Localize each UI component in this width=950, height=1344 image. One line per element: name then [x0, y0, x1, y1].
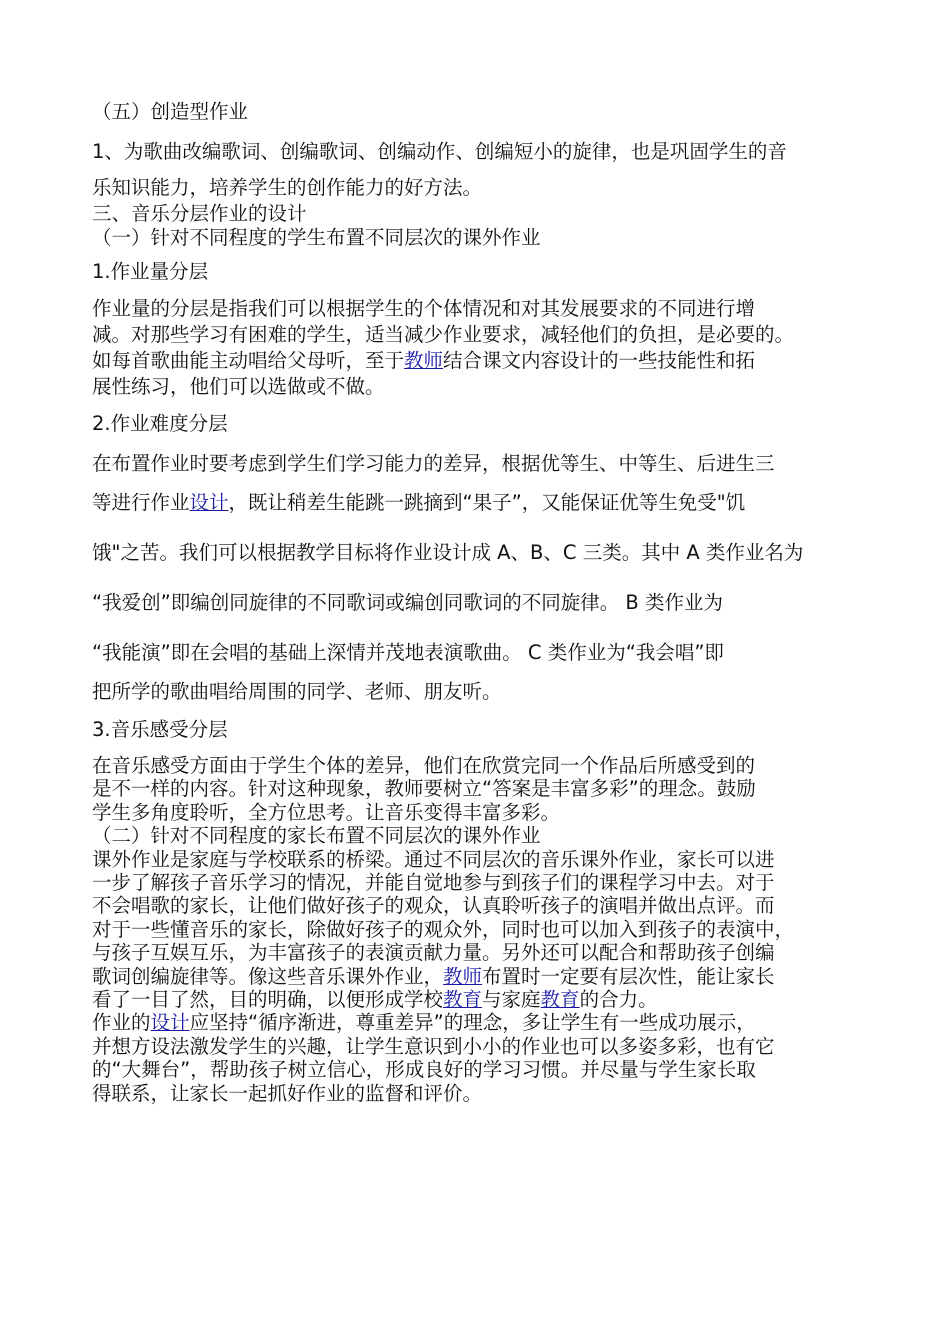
paragraph-quantity-line-2: 减。对那些学习有困难的学生，适当减少作业要求，减轻他们的负担，是必要的。 [92, 323, 795, 346]
education-link[interactable]: 教育 [443, 988, 483, 1012]
paragraph-difficulty-line-2: 等进行作业设计，既让稍差生能跳一跳摘到“果子”，又能保证优等生免受"饥 [92, 491, 746, 514]
heading-parents-layered: （二）针对不同程度的家长布置不同层次的课外作业 [92, 824, 541, 848]
paragraph-parents-line-3: 不会唱歌的家长，让他们做好孩子的观众，认真聆听孩子的演唱并做出点评。而 [92, 894, 775, 918]
paragraph-difficulty-line-6: 把所学的歌曲唱给周围的同学、老师、朋友听。 [92, 680, 502, 703]
heading-five-creative-homework: （五）创造型作业 [92, 100, 249, 123]
paragraph-design-line-2: 并想方设法激发学生的兴趣，让学生意识到小小的作业也可以多姿多彩，也有它 [92, 1034, 775, 1058]
education-link[interactable]: 教育 [540, 988, 580, 1012]
paragraph-parents-line-2: 一步了解孩子音乐学习的情况，并能自觉地参与到孩子们的课程学习中去。对于 [92, 871, 775, 895]
paragraph-feeling-line-2: 是不一样的内容。针对这种现象，教师要树立“答案是丰富多彩”的理念。鼓励 [92, 777, 756, 801]
paragraph-parents-line-5: 与孩子互娱互乐，为丰富孩子的表演贡献力量。另外还可以配合和帮助孩子创编 [92, 941, 775, 965]
paragraph-parents-line-1: 课外作业是家庭与学校联系的桥梁。通过不同层次的音乐课外作业，家长可以进 [92, 847, 775, 871]
paragraph-design-line-4: 得联系，让家长一起抓好作业的监督和评价。 [92, 1081, 483, 1105]
subheading-quantity-layer: 1.作业量分层 [92, 260, 209, 283]
design-link[interactable]: 设计 [189, 491, 229, 514]
subheading-music-feeling-layer: 3.音乐感受分层 [92, 718, 228, 741]
subheading-difficulty-layer: 2.作业难度分层 [92, 412, 228, 435]
paragraph-feeling-line-1: 在音乐感受方面由于学生个体的差异，他们在欣赏完同一个作品后所感受到的 [92, 754, 756, 777]
paragraph-difficulty-line-4: “我爱创”即编创同旋律的不同歌词或编创同歌词的不同旋律。 B 类作业为 [92, 591, 723, 614]
paragraph-difficulty-line-5: “我能演”即在会唱的基础上深情并茂地表演歌曲。 C 类作业为“我会唱”即 [92, 641, 724, 664]
document-page [92, 98, 872, 1105]
paragraph-quantity-line-4: 展性练习，他们可以选做或不做。 [92, 375, 385, 398]
heading-section-three: 三、音乐分层作业的设计 [92, 202, 307, 225]
paragraph-parents-line-4: 对于一些懂音乐的家长，除做好孩子的观众外，同时也可以加入到孩子的表演中， [92, 917, 795, 941]
paragraph-difficulty-line-1: 在布置作业时要考虑到学生们学习能力的差异，根据优等生、中等生、后进生三 [92, 452, 775, 475]
paragraph-feeling-line-3: 学生多角度聆听，全方位思考。让音乐变得丰富多彩。 [92, 800, 561, 824]
teacher-link[interactable]: 教师 [404, 349, 444, 372]
paragraph-creative-line-1: 1、为歌曲改编歌词、创编歌词、创编动作、创编短小的旋律，也是巩固学生的音 [92, 140, 787, 163]
paragraph-parents-line-7: 看了一目了然，目的明确，以便形成学校教育与家庭教育的合力。 [92, 988, 658, 1012]
paragraph-quantity-line-3: 如每首歌曲能主动唱给父母听，至于教师结合课文内容设计的一些技能性和拓 [92, 349, 756, 372]
paragraph-design-line-3: 的“大舞台”，帮助孩子树立信心，形成良好的学习习惯。并尽量与学生家长取 [92, 1058, 756, 1082]
paragraph-difficulty-line-3: 饿"之苦。我们可以根据教学目标将作业设计成 A、B、C 三类。其中 A 类作业名为 [92, 541, 804, 564]
teacher-link[interactable]: 教师 [443, 964, 483, 988]
paragraph-parents-line-6: 歌词创编旋律等。像这些音乐课外作业，教师布置时一定要有层次性，能让家长 [92, 964, 775, 988]
paragraph-quantity-line-1: 作业量的分层是指我们可以根据学生的个体情况和对其发展要求的不同进行增 [92, 297, 756, 320]
paragraph-creative-line-2: 乐知识能力，培养学生的创作能力的好方法。 [92, 176, 483, 199]
heading-students-layered: （一）针对不同程度的学生布置不同层次的课外作业 [92, 226, 541, 249]
paragraph-design-line-1: 作业的设计应坚持“循序渐进，尊重差异”的理念，多让学生有一些成功展示， [92, 1011, 756, 1035]
design-link[interactable]: 设计 [150, 1011, 190, 1035]
